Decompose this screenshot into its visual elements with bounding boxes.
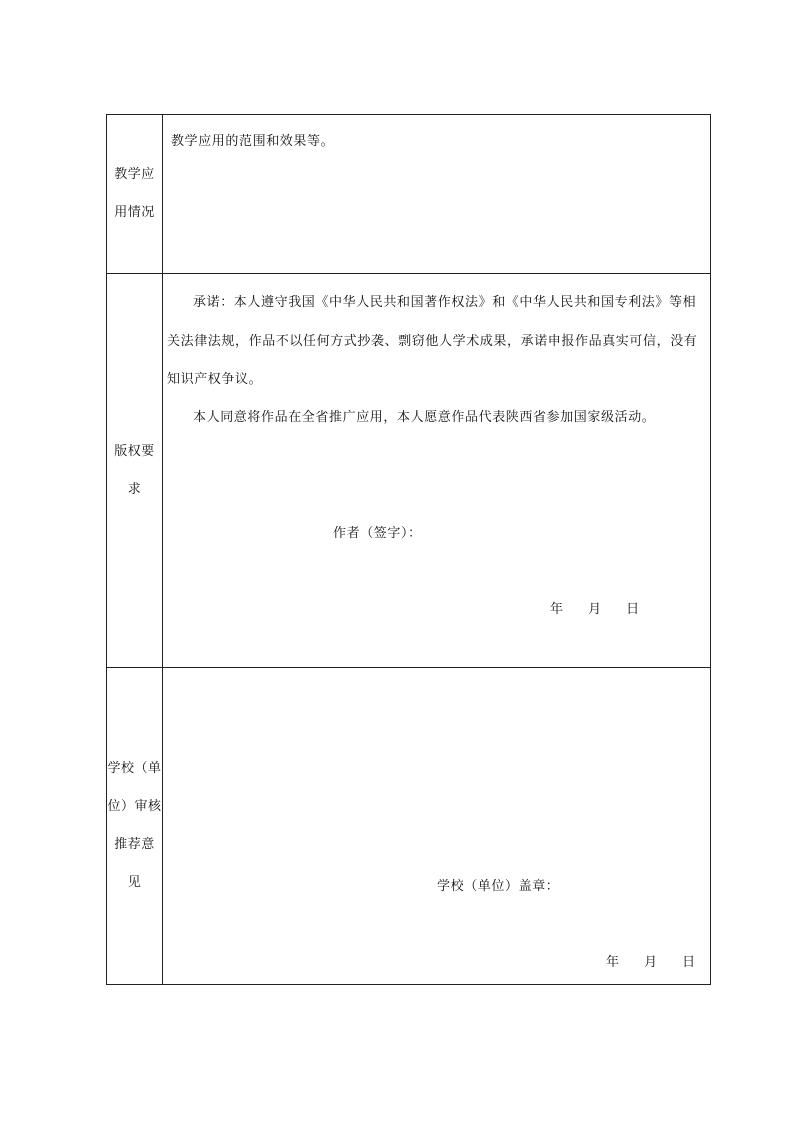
pledge-line-3: 知识产权争议。 <box>167 372 263 387</box>
school-review-label-cell <box>107 668 163 985</box>
consent-paragraph: 本人同意将作品在全省推广应用，本人愿意作品代表陕西省参加国家级活动。 <box>193 410 656 425</box>
author-signature-field[interactable] <box>427 522 577 540</box>
author-date-day: 日 <box>626 602 640 617</box>
school-review-row <box>107 668 711 985</box>
school-label-line-1: 学校（单 <box>107 761 162 776</box>
teaching-application-content-cell[interactable] <box>163 115 711 274</box>
copyright-label-cell <box>107 274 163 668</box>
school-date-year: 年 <box>606 955 620 970</box>
teaching-label-line-1: 教学应 <box>114 167 155 182</box>
copyright-label-line-2: 求 <box>127 481 142 497</box>
school-label-line-3: 推荐意 <box>114 837 155 852</box>
copyright-content-cell <box>163 274 711 668</box>
copyright-row <box>107 274 711 668</box>
pledge-line-2: 关法律法规，作品不以任何方式抄袭、剽窃他人学术成果，承诺申报作品真实可信，没有 <box>167 334 698 349</box>
author-date[interactable] <box>550 598 640 617</box>
school-label-line-4: 见 <box>127 875 142 890</box>
school-label-line-2: 位）审核 <box>107 799 162 814</box>
school-date-month: 月 <box>644 955 658 970</box>
pledge-line-1: 承诺：本人遵守我国《中华人民共和国著作权法》和《中华人民共和国专利法》等相 <box>193 295 697 310</box>
school-date-day: 日 <box>682 955 696 970</box>
teaching-application-label-cell <box>107 115 163 274</box>
teaching-application-hint: 教学应用的范围和效果等。 <box>171 134 335 149</box>
author-date-year: 年 <box>550 602 564 617</box>
copyright-label-line-1: 版权要 <box>114 443 155 459</box>
application-form-table <box>106 114 711 985</box>
author-signature-label: 作者（签字）： <box>333 526 422 541</box>
teaching-label-line-2: 用情况 <box>114 205 155 220</box>
school-review-content-cell[interactable] <box>163 668 711 985</box>
teaching-application-row <box>107 115 711 274</box>
author-date-month: 月 <box>588 602 602 617</box>
school-date[interactable] <box>606 951 696 970</box>
school-seal-label: 学校（单位）盖章： <box>437 879 560 894</box>
